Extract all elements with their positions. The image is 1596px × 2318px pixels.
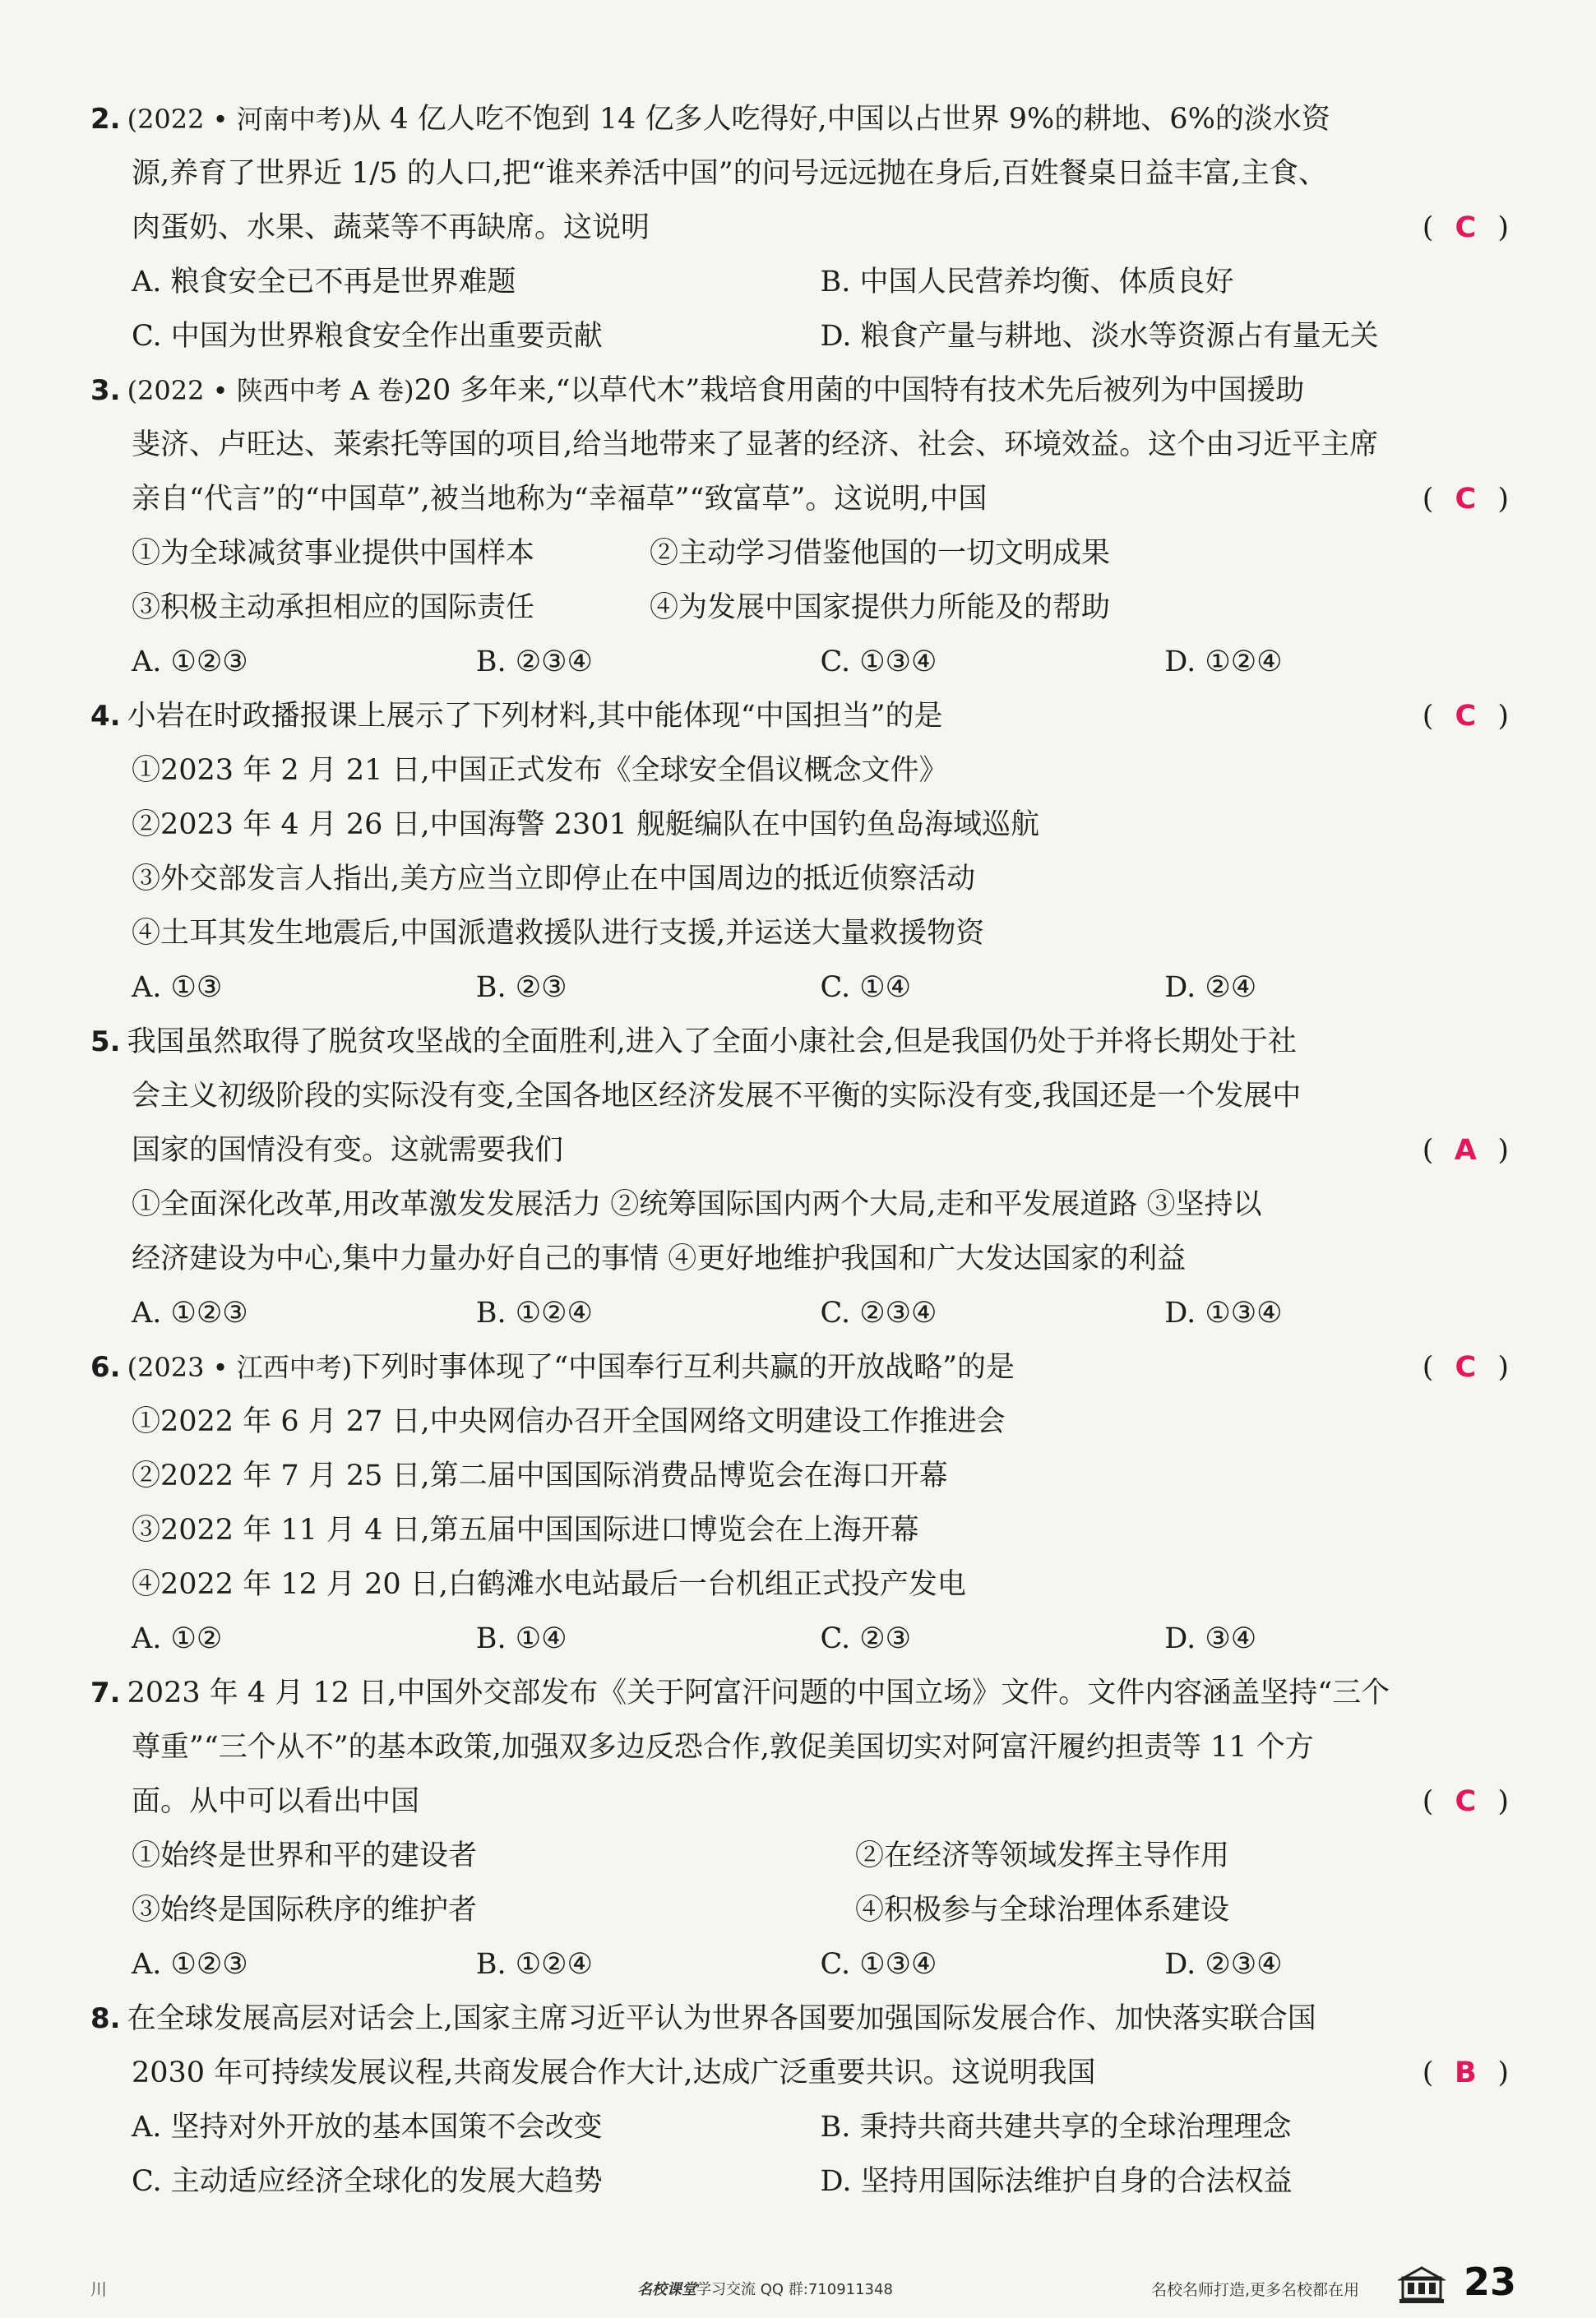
question-stem-line: 斐济、卢旺达、莱索托等国的项目,给当地带来了显著的经济、社会、环境效益。这个由习近平主席 [132,428,1379,461]
option-d: D. ①③④ [1164,1297,1283,1330]
publisher-logo-icon [1398,2265,1446,2306]
answer-bracket: ( C ) [1423,689,1509,743]
question-stem-line: 肉蛋奶、水果、蔬菜等不再缺席。这说明 [132,211,650,244]
item-1: ①始终是世界和平的建设者 [132,1839,478,1872]
option-b: B. ①②④ [475,1297,593,1330]
question-stem-line: 源,养育了世界近 1/5 的人口,把“谁来养活中国”的问号远远抛在身后,百姓餐桌日益丰富,主食、 [132,157,1327,190]
option-a: A. ①②③ [132,1948,248,1981]
question-3 [90,363,1509,689]
answer-bracket: ( C ) [1423,1774,1509,1829]
option-d: D. ③④ [1164,1622,1257,1655]
footer-brand: 名校课堂 [637,2281,696,2298]
question-stem-line: 面。从中可以看出中国 [132,1785,420,1818]
answer-letter: C [1455,700,1477,733]
question-stem-line: 2023 年 4 月 12 日,中国外交部发布《关于阿富汗问题的中国立场》文件。文件内容涵盖坚持“三个 [127,1677,1390,1710]
option-a: A. ①②③ [132,1297,248,1330]
footer-region-mark: 川 [90,2279,107,2299]
option-c: C. ①③④ [820,1948,937,1981]
option-a: A. ①②③ [132,645,248,678]
answer-bracket: ( B ) [1423,2046,1509,2100]
page-number: 23 [1464,2260,1517,2304]
answer-letter: A [1454,1134,1477,1167]
question-stem-line: 我国虽然取得了脱贫攻坚战的全面胜利,进入了全面小康社会,但是我国仍处于并将长期处于社 [127,1025,1297,1058]
option-d: D. 坚持用国际法维护自身的合法权益 [820,2165,1293,2198]
question-page [90,92,1509,2209]
question-5 [90,1015,1509,1340]
item-3: ③积极主动承担相应的国际责任 [132,591,535,624]
question-stem-line: 国家的国情没有变。这就需要我们 [132,1134,564,1167]
option-a: A. ①② [132,1622,223,1655]
item-2: ②在经济等领域发挥主导作用 [855,1839,1230,1872]
question-number: 2. [90,103,121,136]
footer-qq-group [637,2278,893,2299]
option-b: B. ①②④ [475,1948,593,1981]
page-footer [0,2260,1596,2311]
question-stem-line: 亲自“代言”的“中国草”,被当地称为“幸福草”“致富草”。这说明,中国 [132,483,988,516]
option-d: D. ①②④ [1164,645,1283,678]
answer-letter: C [1455,211,1477,244]
item-1: ①2022 年 6 月 27 日,中央网信办召开全国网络文明建设工作推进会 [132,1405,1006,1438]
item-2: ②2023 年 4 月 26 日,中国海警 2301 舰艇编队在中国钓鱼岛海域巡航 [132,808,1039,841]
answer-bracket: ( C ) [1423,472,1509,526]
option-b: B. 秉持共商共建共享的全球治理理念 [820,2111,1292,2144]
question-stem-line: 在全球发展高层对话会上,国家主席习近平认为世界各国要加强国际发展合作、加快落实联合国 [127,2002,1316,2035]
option-b: B. ①④ [475,1622,567,1655]
item-3: ③始终是国际秩序的维护者 [132,1894,478,1927]
question-number: 5. [90,1025,121,1058]
footer-slogan: 名校名师打造,更多名校都在用 [1151,2281,1360,2299]
answer-letter: C [1455,1351,1477,1384]
footer-qq-text: 学习交流 QQ 群:710911348 [696,2281,893,2298]
item-4: ④为发展中国家提供力所能及的帮助 [650,591,1111,624]
option-b: B. ②③ [475,971,567,1004]
question-2 [90,92,1509,363]
question-number: 8. [90,2002,121,2035]
answer-bracket: ( A ) [1423,1123,1509,1178]
question-source: (2022 • 河南中考) [127,104,353,135]
answer-letter: C [1455,1785,1477,1818]
answer-letter: C [1455,483,1477,516]
option-d: D. 粮食产量与耕地、淡水等资源占有量无关 [820,320,1379,353]
option-c: C. ②③ [820,1622,912,1655]
question-stem-line: 从 4 亿人吃不饱到 14 亿多人吃得好,中国以占世界 9%的耕地、6%的淡水资 [352,103,1330,136]
question-source: (2022 • 陕西中考 A 卷) [127,375,414,406]
answer-bracket: ( C ) [1423,1340,1509,1395]
question-source: (2023 • 江西中考) [127,1352,353,1383]
question-8 [90,1992,1509,2209]
question-stem-line: 小岩在时政播报课上展示了下列材料,其中能体现“中国担当”的是 [127,700,943,733]
option-a: A. 粮食安全已不再是世界难题 [132,266,516,298]
question-number: 3. [90,374,121,407]
question-number: 4. [90,700,121,733]
option-d: D. ②④ [1164,971,1257,1004]
question-stem-line: 下列时事体现了“中国奉行互利共赢的开放战略”的是 [352,1351,1015,1384]
question-number: 7. [90,1677,121,1710]
item-line: ①全面深化改革,用改革激发发展活力 ②统筹国际国内两个大局,走和平发展道路 ③坚持以 [132,1188,1262,1221]
question-6 [90,1340,1509,1666]
answer-letter: B [1455,2057,1477,2089]
item-4: ④积极参与全球治理体系建设 [855,1894,1230,1927]
item-4: ④土耳其发生地震后,中国派遣救援队进行支援,并运送大量救援物资 [132,917,985,950]
option-c: C. 中国为世界粮食安全作出重要贡献 [132,320,603,353]
item-line: 经济建设为中心,集中力量办好自己的事情 ④更好地维护我国和广大发达国家的利益 [132,1242,1187,1275]
item-2: ②2022 年 7 月 25 日,第二届中国国际消费品博览会在海口开幕 [132,1460,948,1492]
question-number: 6. [90,1351,121,1384]
question-stem-line: 会主义初级阶段的实际没有变,全国各地区经济发展不平衡的实际没有变,我国还是一个发展中 [132,1080,1302,1113]
item-2: ②主动学习借鉴他国的一切文明成果 [650,537,1111,570]
question-stem-line: 尊重”“三个从不”的基本政策,加强双多边反恐合作,敦促美国切实对阿富汗履约担责等 11 个方 [132,1731,1314,1764]
option-c: C. ①④ [820,971,912,1004]
option-b: B. ②③④ [475,645,593,678]
item-4: ④2022 年 12 月 20 日,白鹤滩水电站最后一台机组正式投产发电 [132,1568,966,1601]
option-a: A. ①③ [132,971,223,1004]
option-c: C. 主动适应经济全球化的发展大趋势 [132,2165,603,2198]
option-b: B. 中国人民营养均衡、体质良好 [820,266,1234,298]
option-a: A. 坚持对外开放的基本国策不会改变 [132,2111,603,2144]
question-stem-line: 20 多年来,“以草代木”栽培食用菌的中国特有技术先后被列为中国援助 [414,374,1305,407]
option-c: C. ②③④ [820,1297,937,1330]
question-stem-line: 2030 年可持续发展议程,共商发展合作大计,达成广泛重要共识。这说明我国 [132,2057,1096,2089]
item-1: ①为全球减贫事业提供中国样本 [132,537,535,570]
option-d: D. ②③④ [1164,1948,1283,1981]
item-1: ①2023 年 2 月 21 日,中国正式发布《全球安全倡议概念文件》 [132,754,948,787]
item-3: ③2022 年 11 月 4 日,第五届中国国际进口博览会在上海开幕 [132,1514,919,1547]
question-7 [90,1666,1509,1992]
option-c: C. ①③④ [820,645,937,678]
item-3: ③外交部发言人指出,美方应当立即停止在中国周边的抵近侦察活动 [132,863,976,895]
answer-bracket: ( C ) [1423,201,1509,255]
question-4 [90,689,1509,1015]
